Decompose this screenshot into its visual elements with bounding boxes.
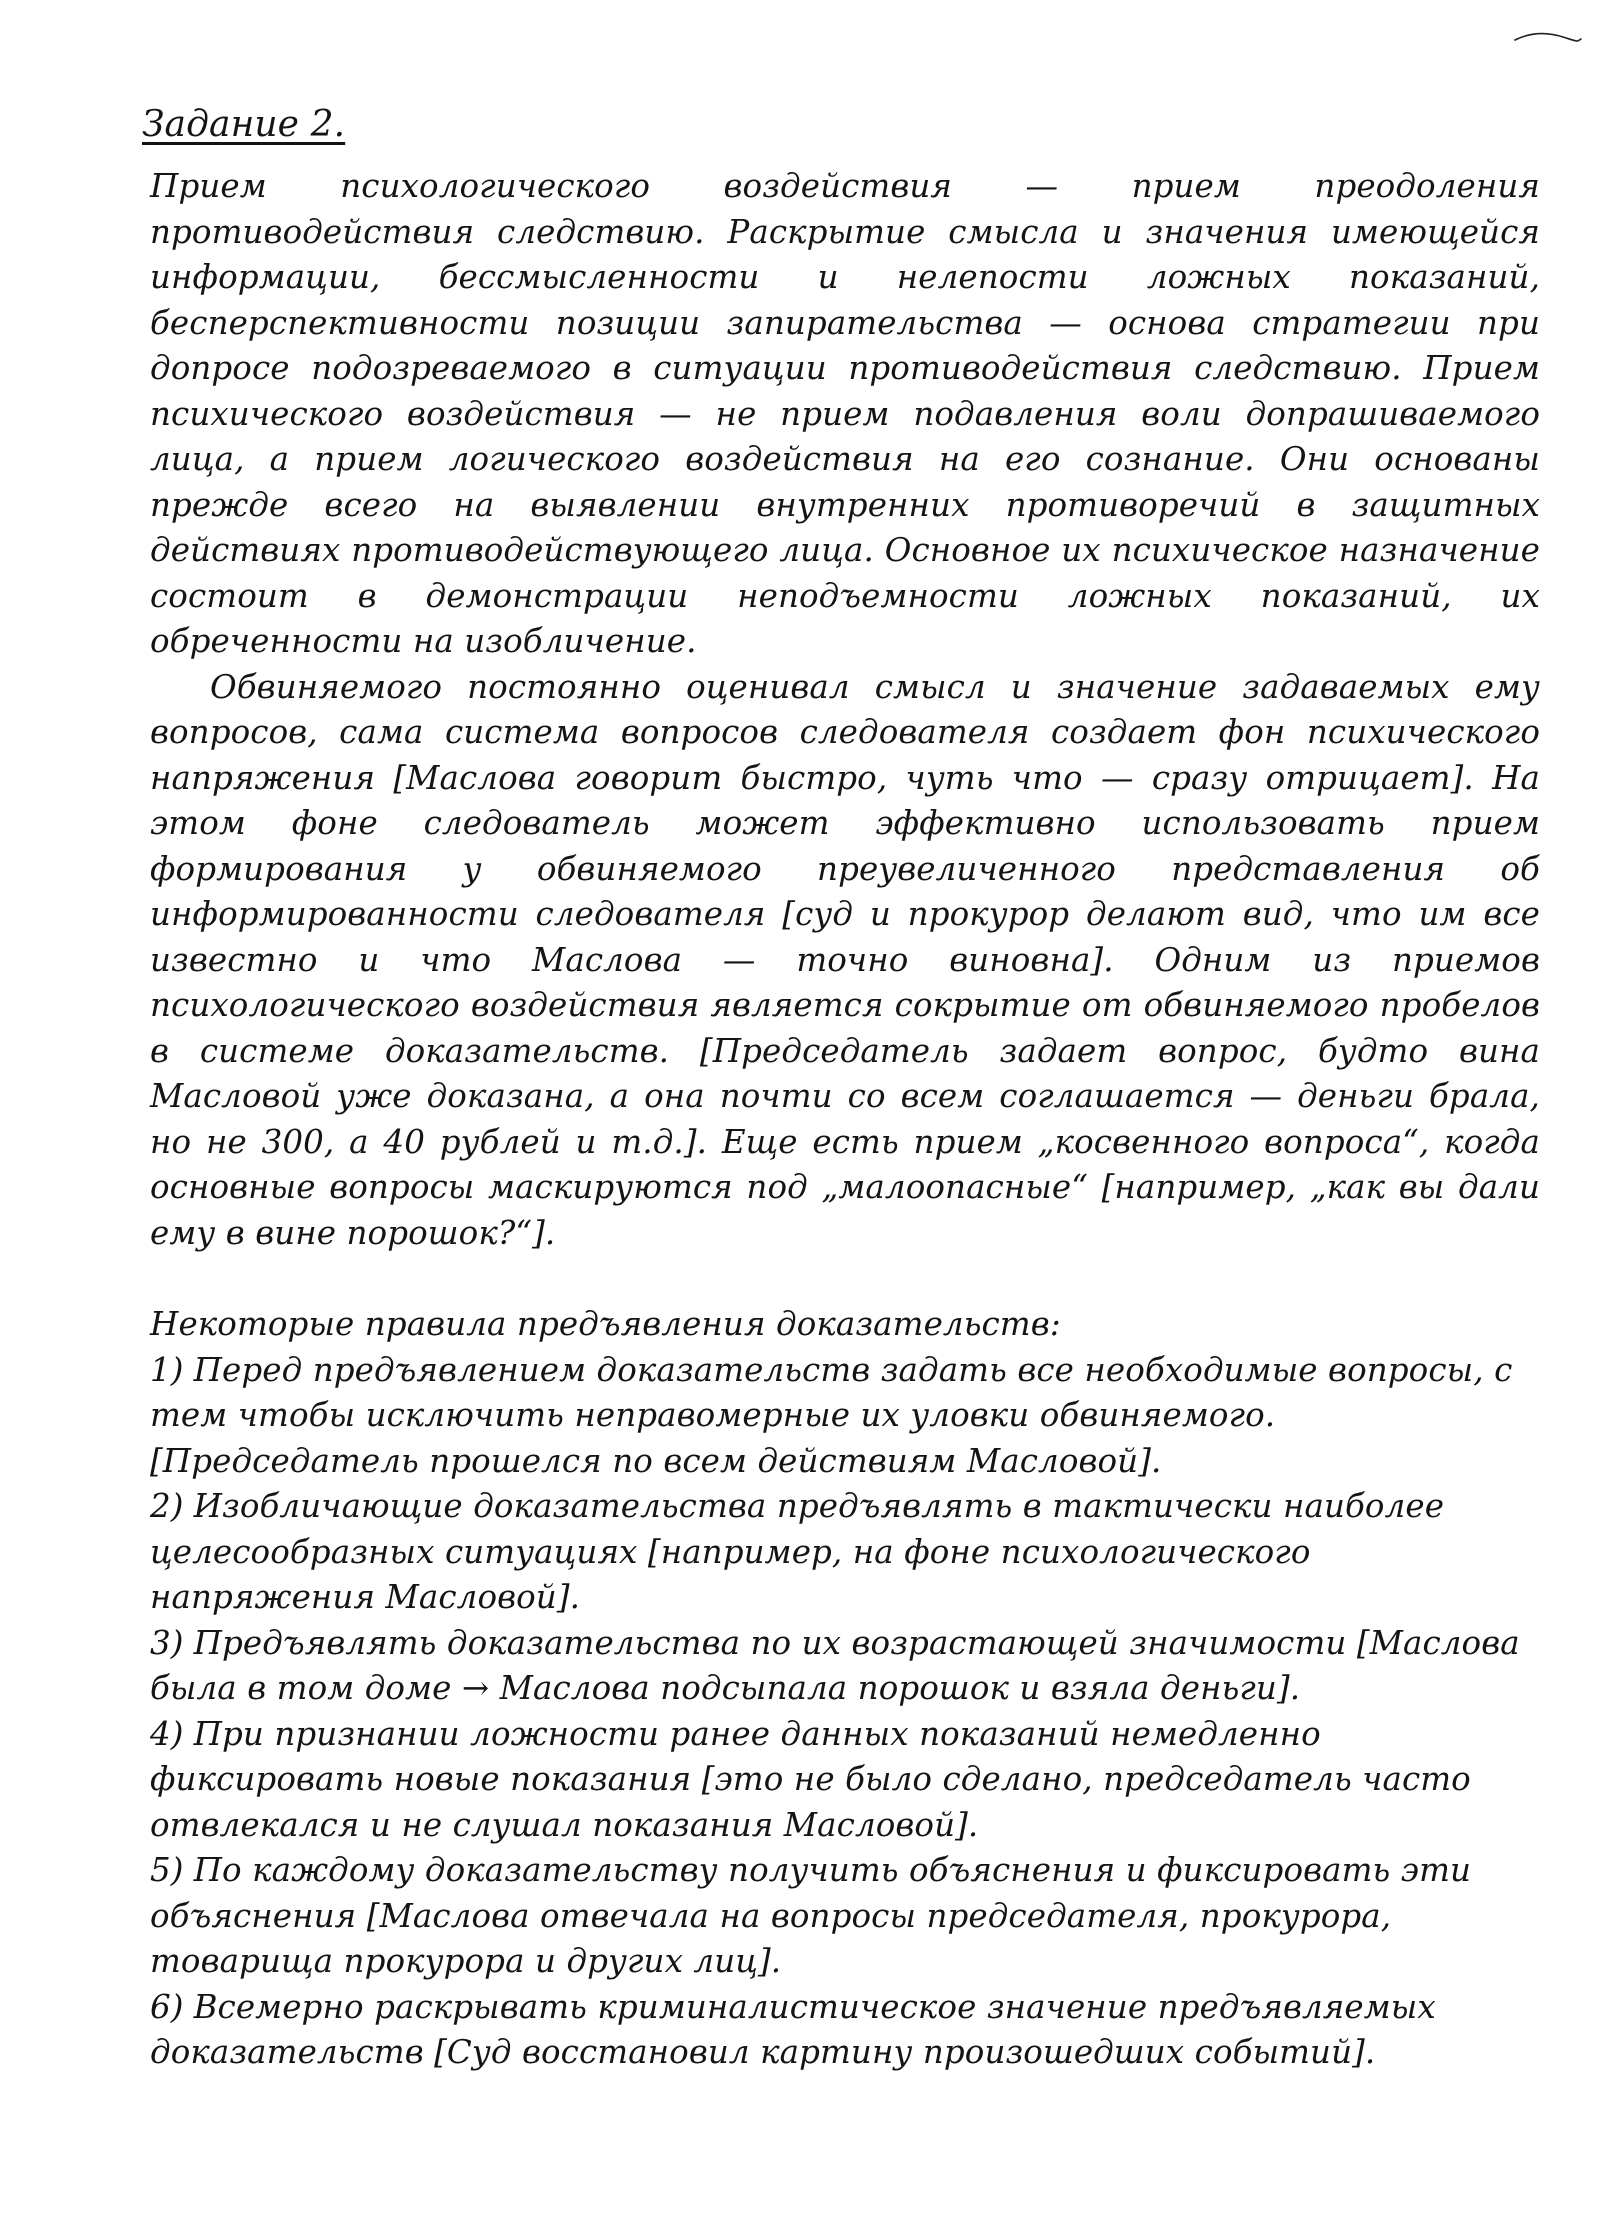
rule-item [150,1985,1540,2076]
rule-item [150,1848,1540,1985]
rule-item [150,1712,1540,1849]
rules-heading: Некоторые правила предъявления доказательств: [150,1305,1061,1343]
rule-number: 4) [150,1714,184,1753]
rule-text: Всемерно раскрывать криминалистическое значение предъявляемых доказательств [Суд восстановил картину произошедших событий]. [150,1987,1436,2071]
section-spacer [150,1256,1540,1302]
paragraph-intro: Прием психологического воздействия — прием преодоления противодействия следствию. Раскрытие смысла и значения имеющейся информации, бессмысленности и нелепости ложных показаний, бесперспективности позиции запирательства — основа стратегии при допросе подозреваемого в ситуации противодействия следствию. Прием психического воздействия — не прием подавления воли допрашиваемого лица, а прием логического воздействия на его сознание. Они основаны прежде всего на выявлении внутренних противоречий в защитных действиях противодействующего лица. Основное их психическое назначение состоит в демонстрации неподъемности ложных показаний, их обреченности на изобличение. [150,167,1540,660]
rule-item [150,1621,1540,1712]
rules-list [150,1348,1540,2076]
handwritten-text-body [142,100,1540,2076]
rule-number: 2) [150,1487,184,1525]
rule-text: Перед предъявлением доказательств задать все необходимые вопросы, с тем чтобы исключить неправомерные их уловки обвиняемого. [Председатель прошелся по всем действиям Масловой]. [150,1350,1513,1480]
rule-number: 5) [150,1851,184,1889]
rule-number: 3) [150,1623,184,1662]
assignment-title: Задание 2. [142,104,346,145]
paragraph-example: Обвиняемого постоянно оценивал смысл и значение задаваемых ему вопросов, сама система вопросов следователя создает фон психического напряжения [Маслова говорит быстро, чуть что — сразу отрицает]. На этом фоне следователь может эффективно использовать прием формирования у обвиняемого преувеличенного представления об информированности следователя [суд и прокурор делают вид, что им все известно и что Маслова — точно виновна]. Одним из приемов психологического воздействия является сокрытие от обвиняемого пробелов в системе доказательств. [Председатель задает вопрос, будто вина Масловой уже доказана, а она почти со всем соглашается — деньги брала, но не 300, а 40 рублей и т.д.]. Еще есть прием „косвенного вопроса“, когда основные вопросы маскируются под „малоопасные“ [например, „как вы дали ему в вине порошок?“]. [150,667,1540,1252]
rule-text: При признании ложности ранее данных показаний немедленно фиксировать новые показания [это не было сделано, председатель часто отвлекался и не слушал показания Масловой]. [150,1714,1471,1844]
rule-number: 6) [150,1987,184,2026]
rule-item [150,1348,1540,1485]
rule-text: Предъявлять доказательства по их возрастающей значимости [Маслова была в том доме → Маслова подсыпала порошок и взяла деньги]. [150,1623,1520,1707]
rule-item [150,1484,1540,1621]
rule-number: 1) [150,1350,184,1389]
corner-pen-mark [1513,28,1583,48]
rule-text: Изобличающие доказательства предъявлять в тактически наиболее целесообразных ситуациях [например, на фоне психологического напряжения Масловой]. [150,1487,1445,1616]
rule-text: По каждому доказательству получить объяснения и фиксировать эти объяснения [Маслова отвечала на вопросы председателя, прокурора, товарища прокурора и других лиц]. [150,1851,1472,1980]
